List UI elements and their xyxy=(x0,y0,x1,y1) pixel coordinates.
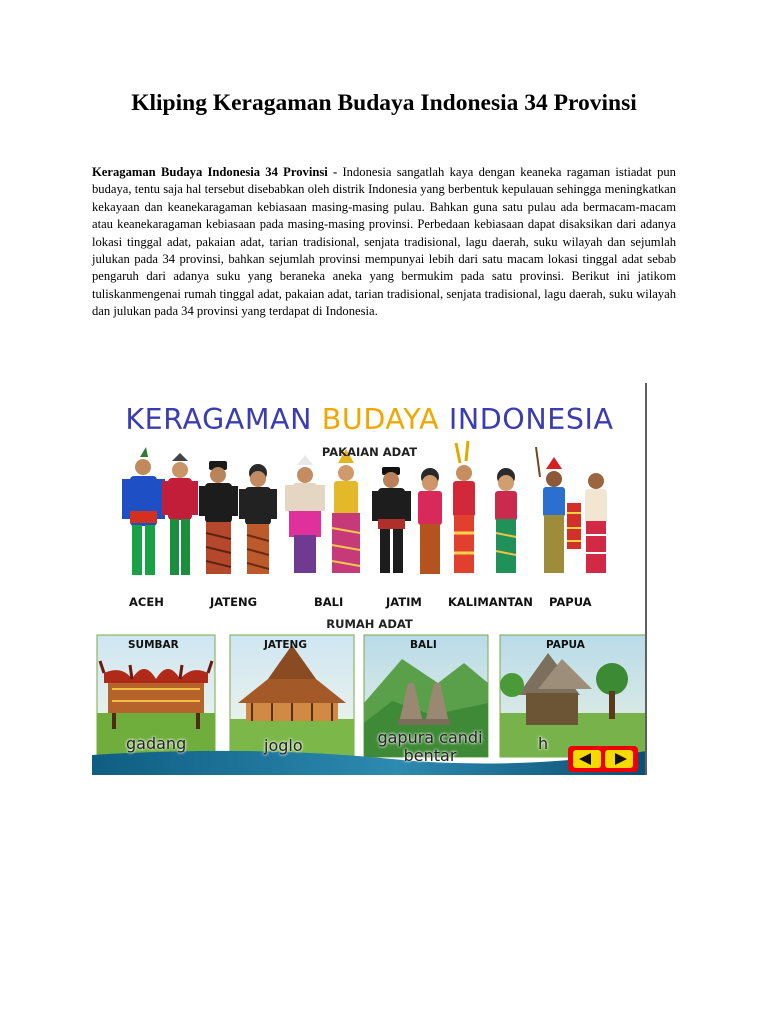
house-label-papua: PAPUA xyxy=(546,639,585,651)
figure-bali-man xyxy=(285,455,325,573)
page-title: Kliping Keragaman Budaya Indonesia 34 Provinsi xyxy=(131,90,637,116)
figure-aceh-woman xyxy=(162,453,198,575)
province-label-papua: PAPUA xyxy=(549,595,592,609)
next-button[interactable] xyxy=(605,750,633,768)
poster-illustration xyxy=(92,383,647,775)
figure-papua-woman xyxy=(585,473,607,573)
house-label-bali: BALI xyxy=(410,639,437,651)
figure-kalimantan-man xyxy=(453,441,475,573)
province-label-jatim: JATIM xyxy=(386,595,422,609)
intro-paragraph xyxy=(92,164,676,321)
house-name-gadang: gadang xyxy=(126,734,187,753)
figure-jateng-man xyxy=(199,461,238,574)
figure-kalimantan-woman xyxy=(495,468,517,573)
figure-bali-woman xyxy=(332,449,360,573)
province-label-aceh: ACEH xyxy=(129,595,164,609)
intro-body: Indonesia sangatlah kaya dengan keaneka ragaman istiadat pun budaya, tentu saja hal tersebut disebabkan oleh distrik Indonesia yang berbentuk kepulauan sehingga meningkatkan kekayaan dan keanekaragaman kebiasaan masing-masing pulau. Bahkan guna satu pulau ada bermacam-macam atau keanekaragaman kebiasaan pada masing-masing provinsi. Perbedaan kebiasaan dapat disaksikan dari adanya lokasi tinggal adat, pakaian adat, tarian tradisional, senjata tradisional, lagu daerah, suku wilayah dan sejumlah julukan pada 34 provinsi, bahkan sejumlah provinsi mempunyai lebih dari satu macam lokasi tinggal adat sebab pengaruh dari adanya suku yang beraneka aneka yang bermukim pada satu provinsi. Berikut ini jatikom tuliskanmengenai rumah tinggal adat, pakaian adat, tarian tradisional, senjata tradisional, lagu daerah, suku wilayah dan julukan pada 34 provinsi yang terdapat di Indonesia. xyxy=(92,165,676,319)
arrow-left-icon xyxy=(573,750,601,768)
figure-jatim-man xyxy=(372,467,411,573)
poster-title-part1: KERAGAMAN xyxy=(125,403,322,436)
house-label-jateng: JATENG xyxy=(264,639,307,651)
culture-poster-image xyxy=(92,383,647,775)
figure-jateng-woman xyxy=(239,464,277,574)
house-panel-papua xyxy=(500,635,646,757)
section-label-clothing: PAKAIAN ADAT xyxy=(321,445,418,459)
province-label-jateng: JATENG xyxy=(210,595,258,609)
arrow-right-icon xyxy=(605,750,633,768)
poster-title-part2: BUDAYA xyxy=(321,403,440,436)
province-label-kalimantan: KALIMANTAN xyxy=(448,595,533,609)
house-label-sumbar: SUMBAR xyxy=(128,639,179,651)
house-name-gapura: gapura candi bentar xyxy=(377,728,483,765)
section-label-houses: RUMAH ADAT xyxy=(326,617,413,631)
figure-aceh-man xyxy=(122,447,165,575)
province-label-bali: BALI xyxy=(314,595,344,609)
house-name-joglo: joglo xyxy=(264,736,303,755)
poster-title xyxy=(92,403,647,436)
figure-papua-man xyxy=(536,447,581,573)
poster-title-part3: INDONESIA xyxy=(439,403,614,436)
intro-lead: Keragaman Budaya Indonesia 34 Provinsi - xyxy=(92,165,338,179)
house-name-honai: h xyxy=(538,734,549,753)
prev-button[interactable] xyxy=(573,750,601,768)
poster-right-edge xyxy=(645,383,647,775)
figure-jatim-woman xyxy=(418,468,442,574)
poster-nav-controls xyxy=(568,746,638,772)
